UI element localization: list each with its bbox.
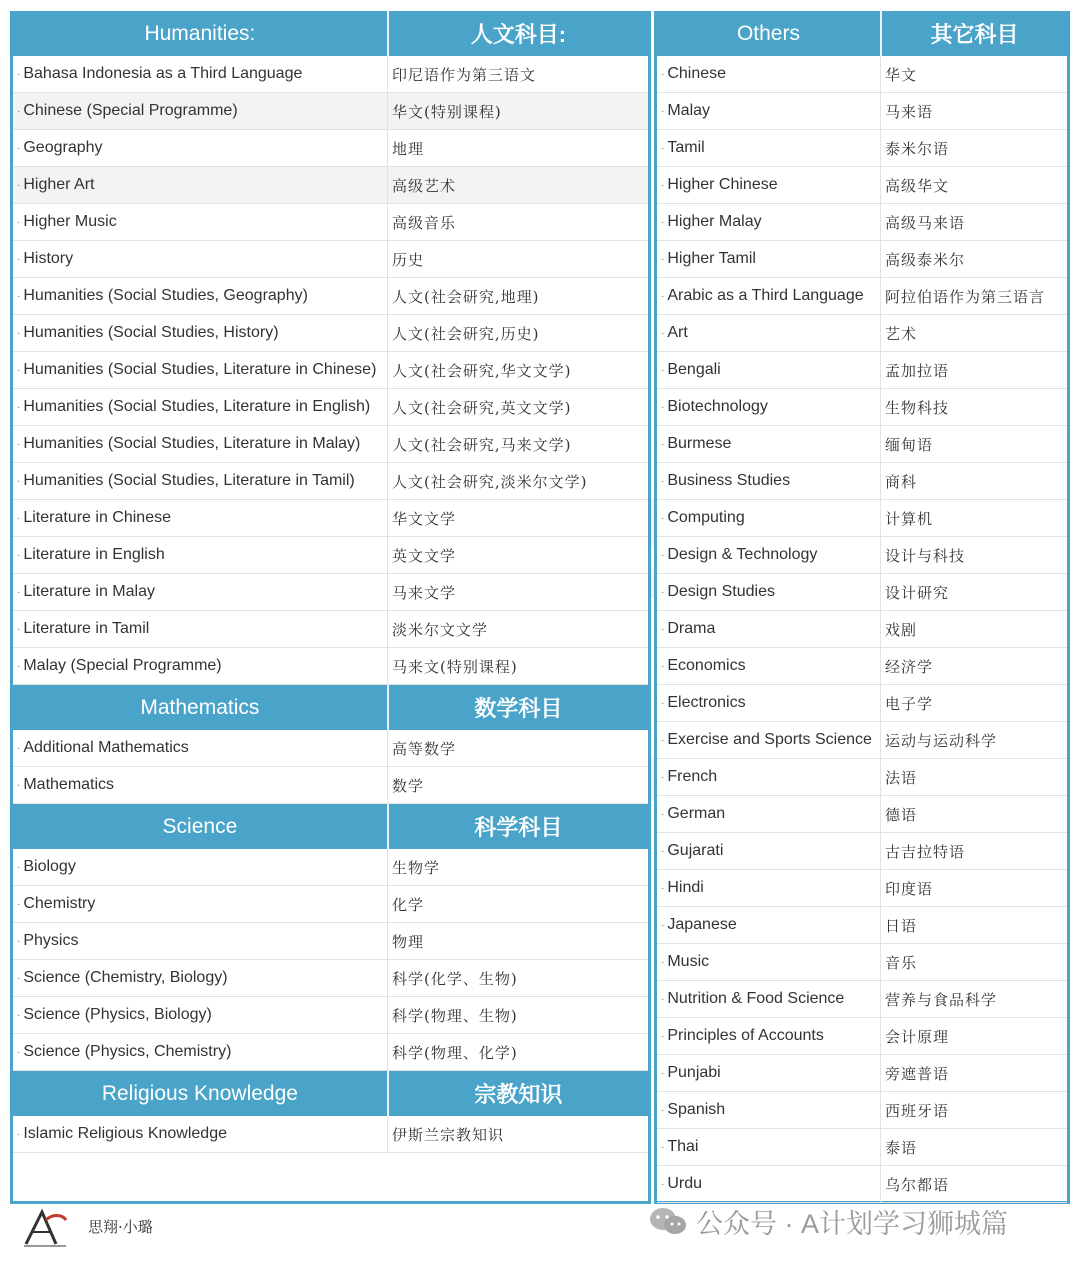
table-row xyxy=(13,204,648,241)
table-row xyxy=(13,648,648,685)
subject-english: · History xyxy=(13,241,388,277)
subject-english: · Literature in English xyxy=(13,537,388,573)
table-row xyxy=(657,1055,1067,1092)
subject-english: · Bengali xyxy=(657,352,881,388)
table-row xyxy=(657,1129,1067,1166)
subject-chinese: 古吉拉特语 xyxy=(885,842,966,861)
left-subject-table xyxy=(10,11,651,1204)
subject-chinese: 运动与运动科学 xyxy=(885,731,998,750)
table-row xyxy=(13,93,648,130)
subject-english: · Nutrition & Food Science xyxy=(657,981,881,1017)
science-section-header xyxy=(13,804,648,849)
subject-english: · Humanities (Social Studies, Literature in Malay) xyxy=(13,426,388,462)
subject-chinese: 地理 xyxy=(392,139,425,158)
subject-chinese: 印度语 xyxy=(885,879,934,898)
subject-english: · Spanish xyxy=(657,1092,881,1128)
subject-english: · Biology xyxy=(13,849,388,885)
subject-english: · Thai xyxy=(657,1129,881,1165)
subject-english: · Japanese xyxy=(657,907,881,943)
table-row xyxy=(657,352,1067,389)
science-section-header-english: Science xyxy=(162,814,238,838)
subject-chinese: 泰米尔语 xyxy=(885,139,950,158)
others-section-header-chinese: 其它科目 xyxy=(880,11,1067,56)
subject-chinese: 计算机 xyxy=(885,509,934,528)
table-row xyxy=(657,56,1067,93)
subject-chinese: 法语 xyxy=(885,768,918,787)
subject-chinese: 历史 xyxy=(392,250,425,269)
subject-english: · Higher Chinese xyxy=(657,167,881,203)
religious-knowledge-section-header-chinese: 宗教知识 xyxy=(387,1071,648,1116)
subject-english: · Literature in Tamil xyxy=(13,611,388,647)
subject-chinese: 伊斯兰宗教知识 xyxy=(392,1125,505,1144)
table-row xyxy=(657,796,1067,833)
subject-english: · Higher Tamil xyxy=(657,241,881,277)
subject-english: · Chinese xyxy=(657,56,881,92)
subject-english: · German xyxy=(657,796,881,832)
humanities-section-header xyxy=(13,11,648,56)
subject-english: · Higher Music xyxy=(13,204,388,240)
table-row xyxy=(657,1018,1067,1055)
table-row xyxy=(13,1034,648,1071)
subject-english: · Additional Mathematics xyxy=(13,730,388,766)
author-name: 思翔·小璐 xyxy=(88,1218,153,1236)
table-row xyxy=(657,500,1067,537)
subject-chinese: 华文(特别课程) xyxy=(392,102,502,121)
table-row xyxy=(657,167,1067,204)
wechat-icon xyxy=(648,1206,688,1238)
subject-chinese: 印尼语作为第三语文 xyxy=(392,65,537,84)
subject-english: · Humanities (Social Studies, Geography) xyxy=(13,278,388,314)
subject-chinese: 科学(化学、生物) xyxy=(392,969,518,988)
table-row xyxy=(13,960,648,997)
a-plan-logo-icon xyxy=(22,1208,68,1248)
subject-chinese: 旁遮普语 xyxy=(885,1064,950,1083)
subject-chinese: 设计与科技 xyxy=(885,546,966,565)
table-row xyxy=(13,997,648,1034)
subject-chinese: 人文(社会研究,地理) xyxy=(392,287,540,306)
humanities-section-header-english: Humanities: xyxy=(144,21,256,45)
subject-english: · Humanities (Social Studies, Literature in English) xyxy=(13,389,388,425)
table-row xyxy=(657,685,1067,722)
subject-chinese: 华文文学 xyxy=(392,509,457,528)
table-row xyxy=(657,611,1067,648)
subject-english: · Business Studies xyxy=(657,463,881,499)
religious-knowledge-section-header xyxy=(13,1071,648,1116)
subject-english: · Design Studies xyxy=(657,574,881,610)
table-row xyxy=(657,759,1067,796)
table-row xyxy=(13,849,648,886)
table-row xyxy=(13,611,648,648)
subject-english: · Computing xyxy=(657,500,881,536)
subject-english: · Humanities (Social Studies, Literature in Tamil) xyxy=(13,463,388,499)
table-row xyxy=(13,500,648,537)
table-row xyxy=(657,870,1067,907)
subject-chinese: 高级音乐 xyxy=(392,213,457,232)
subject-chinese: 马来文(特别课程) xyxy=(392,657,518,676)
table-row xyxy=(657,130,1067,167)
subject-chinese: 泰语 xyxy=(885,1138,918,1157)
subject-chinese: 科学(物理、生物) xyxy=(392,1006,518,1025)
table-row xyxy=(657,278,1067,315)
table-row xyxy=(13,315,648,352)
table-row xyxy=(13,1116,648,1153)
subject-chinese: 孟加拉语 xyxy=(885,361,950,380)
subject-english: · Humanities (Social Studies, Literature in Chinese) xyxy=(13,352,388,388)
subject-chinese: 戏剧 xyxy=(885,620,918,639)
table-row xyxy=(657,315,1067,352)
subject-chinese: 高级华文 xyxy=(885,176,950,195)
subject-chinese: 化学 xyxy=(392,895,425,914)
table-row xyxy=(657,389,1067,426)
subject-chinese: 数学 xyxy=(392,776,425,795)
subject-english: · Arabic as a Third Language xyxy=(657,278,881,314)
mathematics-section-header-english: Mathematics xyxy=(140,695,260,719)
subject-english: · Science (Physics, Biology) xyxy=(13,997,388,1033)
subject-english: · Science (Chemistry, Biology) xyxy=(13,960,388,996)
subject-chinese: 淡米尔文文学 xyxy=(392,620,489,639)
table-row xyxy=(657,722,1067,759)
subject-english: · Music xyxy=(657,944,881,980)
watermark-text: 公众号 · A计划学习狮城篇 xyxy=(696,1209,1009,1239)
table-row xyxy=(657,833,1067,870)
table-row xyxy=(13,130,648,167)
table-row xyxy=(657,1166,1067,1203)
subject-english: · Literature in Chinese xyxy=(13,500,388,536)
table-row xyxy=(657,426,1067,463)
table-row xyxy=(13,278,648,315)
mathematics-section-header-chinese: 数学科目 xyxy=(387,685,648,730)
subject-chinese: 会计原理 xyxy=(885,1027,950,1046)
right-subject-table xyxy=(654,11,1070,1204)
table-row xyxy=(657,944,1067,981)
table-row xyxy=(657,648,1067,685)
subject-chinese: 电子学 xyxy=(885,694,934,713)
table-row xyxy=(657,93,1067,130)
table-row xyxy=(657,204,1067,241)
subject-english: · Design & Technology xyxy=(657,537,881,573)
subject-english: · Principles of Accounts xyxy=(657,1018,881,1054)
subject-english: · Economics xyxy=(657,648,881,684)
subject-english: · Hindi xyxy=(657,870,881,906)
subject-english: · Higher Malay xyxy=(657,204,881,240)
subject-chinese: 人文(社会研究,淡米尔文学) xyxy=(392,472,588,491)
subject-english: · Punjabi xyxy=(657,1055,881,1091)
subject-english: · Biotechnology xyxy=(657,389,881,425)
subject-english: · Geography xyxy=(13,130,388,166)
subject-english: · Burmese xyxy=(657,426,881,462)
subject-chinese: 高级泰米尔 xyxy=(885,250,966,269)
subject-chinese: 科学(物理、化学) xyxy=(392,1043,518,1062)
subject-chinese: 商科 xyxy=(885,472,918,491)
table-row xyxy=(13,886,648,923)
science-section-header-chinese: 科学科目 xyxy=(387,804,648,849)
subject-english: · Malay (Special Programme) xyxy=(13,648,388,684)
subject-chinese: 人文(社会研究,历史) xyxy=(392,324,540,343)
subject-chinese: 德语 xyxy=(885,805,918,824)
subject-english: · Chinese (Special Programme) xyxy=(13,93,388,129)
humanities-section-header-chinese: 人文科目: xyxy=(387,11,648,56)
subject-english: · Bahasa Indonesia as a Third Language xyxy=(13,56,388,92)
subject-english: · French xyxy=(657,759,881,795)
subject-chinese: 高级马来语 xyxy=(885,213,966,232)
table-row xyxy=(657,981,1067,1018)
subject-chinese: 生物学 xyxy=(392,858,441,877)
subject-chinese: 经济学 xyxy=(885,657,934,676)
table-row xyxy=(13,574,648,611)
subject-chinese: 人文(社会研究,英文文学) xyxy=(392,398,572,417)
subject-english: · Urdu xyxy=(657,1166,881,1202)
subject-chinese: 艺术 xyxy=(885,324,918,343)
subject-english: · Electronics xyxy=(657,685,881,721)
subject-english: · Chemistry xyxy=(13,886,388,922)
subject-chinese: 人文(社会研究,马来文学) xyxy=(392,435,572,454)
subject-english: · Malay xyxy=(657,93,881,129)
subject-chinese: 高级艺术 xyxy=(392,176,457,195)
others-section-header xyxy=(657,11,1067,56)
wechat-watermark xyxy=(648,1202,1008,1241)
table-row xyxy=(657,574,1067,611)
table-row xyxy=(13,389,648,426)
mathematics-section-header xyxy=(13,685,648,730)
subject-chinese: 乌尔都语 xyxy=(885,1175,950,1194)
subject-english: · Exercise and Sports Science xyxy=(657,722,881,758)
subject-english: · Mathematics xyxy=(13,767,388,803)
table-row xyxy=(657,907,1067,944)
subject-chinese: 阿拉伯语作为第三语言 xyxy=(885,287,1046,306)
table-row xyxy=(13,923,648,960)
subject-english: · Science (Physics, Chemistry) xyxy=(13,1034,388,1070)
table-row xyxy=(13,56,648,93)
subject-chinese: 设计研究 xyxy=(885,583,950,602)
subject-chinese: 人文(社会研究,华文文学) xyxy=(392,361,572,380)
subject-english: · Drama xyxy=(657,611,881,647)
subject-chinese: 日语 xyxy=(885,916,918,935)
table-row xyxy=(13,767,648,804)
subject-english: · Tamil xyxy=(657,130,881,166)
subject-english: · Humanities (Social Studies, History) xyxy=(13,315,388,351)
subject-chinese: 马来文学 xyxy=(392,583,457,602)
subject-english: · Gujarati xyxy=(657,833,881,869)
table-row xyxy=(657,1092,1067,1129)
table-row xyxy=(13,241,648,278)
subject-english: · Physics xyxy=(13,923,388,959)
subject-chinese: 西班牙语 xyxy=(885,1101,950,1120)
table-row xyxy=(13,426,648,463)
subject-english: · Higher Art xyxy=(13,167,388,203)
table-row xyxy=(657,537,1067,574)
subject-chinese: 缅甸语 xyxy=(885,435,934,454)
subject-chinese: 生物科技 xyxy=(885,398,950,417)
religious-knowledge-section-header-english: Religious Knowledge xyxy=(101,1081,298,1105)
table-row xyxy=(13,463,648,500)
table-row xyxy=(13,537,648,574)
subject-chinese: 英文文学 xyxy=(392,546,457,565)
subject-chinese: 物理 xyxy=(392,932,425,951)
subject-chinese: 高等数学 xyxy=(392,739,457,758)
subject-english: · Literature in Malay xyxy=(13,574,388,610)
subject-english: · Art xyxy=(657,315,881,351)
table-row xyxy=(657,463,1067,500)
table-row xyxy=(657,241,1067,278)
table-row xyxy=(13,730,648,767)
table-row xyxy=(13,352,648,389)
subject-chinese: 营养与食品科学 xyxy=(885,990,998,1009)
subject-chinese: 音乐 xyxy=(885,953,918,972)
subject-chinese: 华文 xyxy=(885,65,918,84)
subject-english: · Islamic Religious Knowledge xyxy=(13,1116,388,1152)
subject-chinese: 马来语 xyxy=(885,102,934,121)
others-section-header-english: Others xyxy=(736,21,800,45)
table-row xyxy=(13,167,648,204)
